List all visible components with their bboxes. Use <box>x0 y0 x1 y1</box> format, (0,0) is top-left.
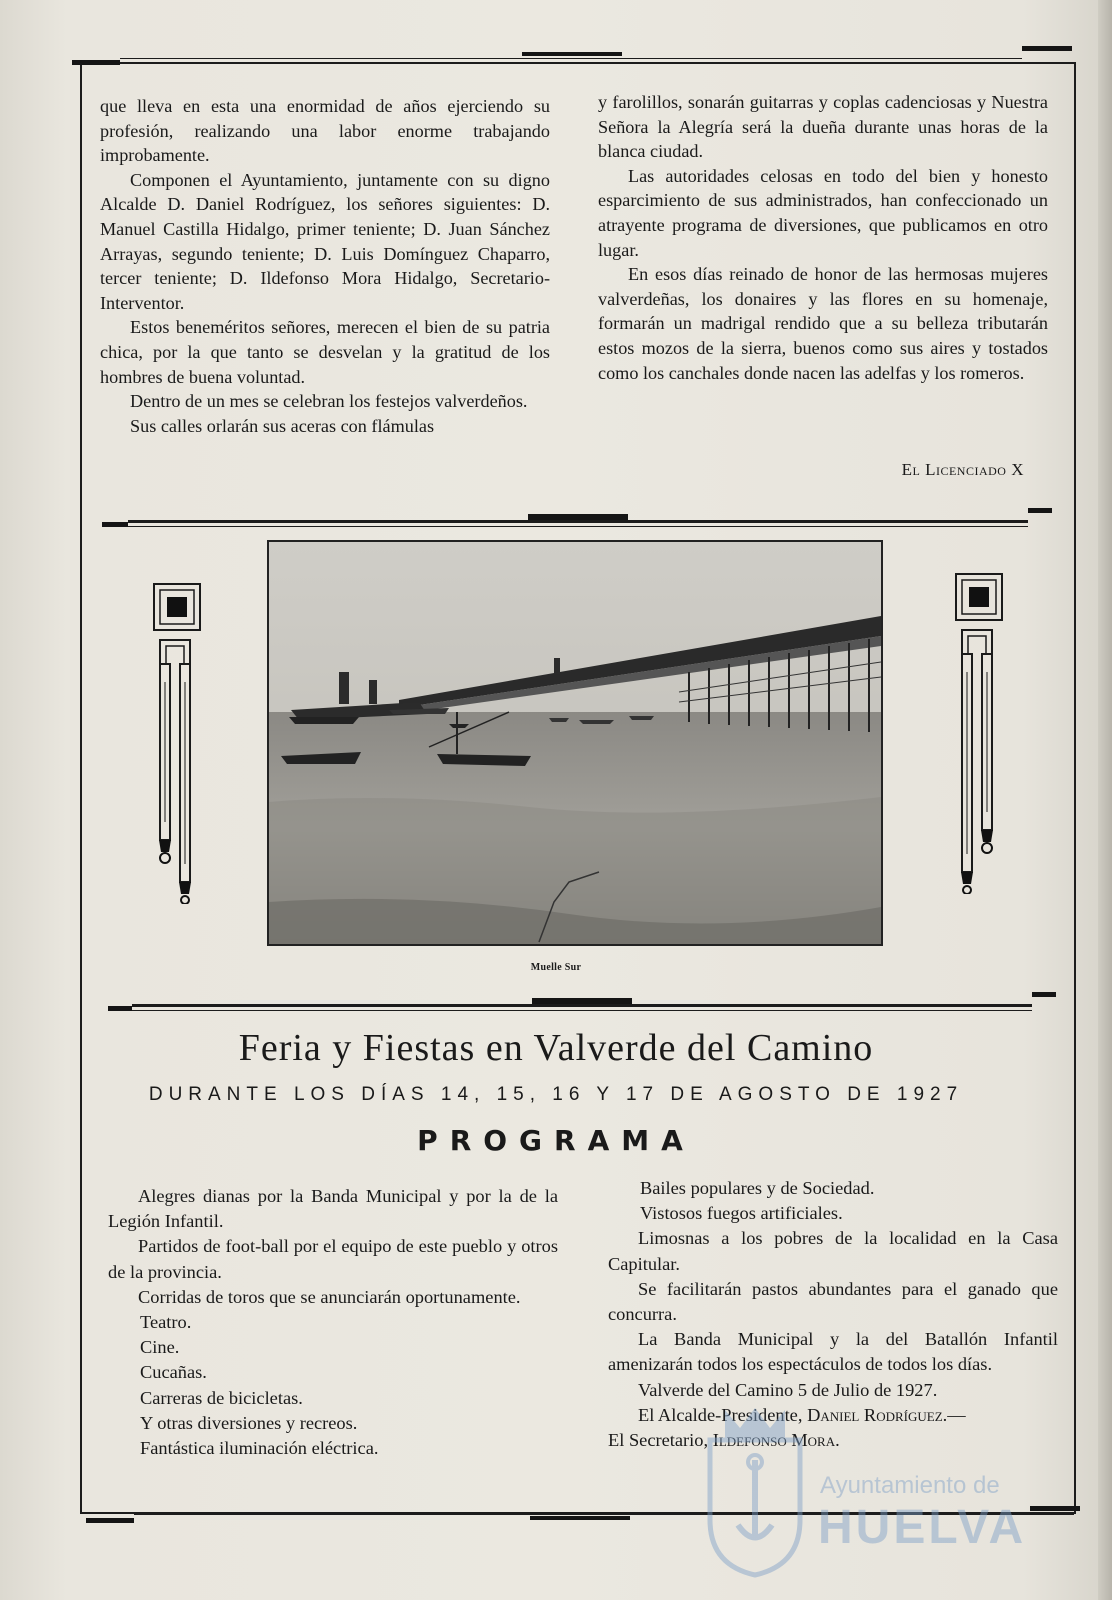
signoff-secretary-prefix: El Secretario, <box>608 1430 709 1451</box>
city-crest-icon <box>700 1400 810 1580</box>
program-item: Cine. <box>140 1337 180 1358</box>
low-bar-left <box>108 1006 132 1011</box>
watermark-line2: HUELVA <box>818 1501 1027 1554</box>
paragraph: Estos beneméritos señores, merecen el bien de su patria chica, por la que tanto se desvelan y la gratitud de los hombres de buena voluntad. <box>100 317 550 387</box>
top-bar-center <box>522 52 622 56</box>
art-nouveau-ornament-left <box>150 582 206 904</box>
paragraph: Sus calles orlarán sus aceras con flámulas <box>130 415 435 436</box>
top-bar-left <box>72 60 120 65</box>
page-spine <box>1098 0 1112 1600</box>
mid-bar-left <box>102 522 128 527</box>
bottom-bar-center <box>530 1516 630 1520</box>
program-paragraph: Se facilitarán pastos abundantes para el ganado que concurra. <box>608 1278 1058 1325</box>
low-bar-right <box>1032 992 1056 997</box>
mid-rule-upper <box>128 520 1028 523</box>
program-item: Y otras diversiones y recreos. <box>140 1412 358 1433</box>
pier-photograph <box>267 540 883 946</box>
festival-title: Feria y Fiestas en Valverde del Camino <box>238 1027 874 1069</box>
watermark-line1: Ayuntamiento de <box>820 1472 1000 1499</box>
art-nouveau-ornament-right <box>952 572 1008 894</box>
program-paragraph: Corridas de toros que se anunciarán oportunamente. <box>138 1286 521 1307</box>
paragraph: que lleva en esta una enormidad de años ejerciendo su profesión, realizando una labor enorme trabajando improbamente. <box>100 96 550 166</box>
mid-bar-right <box>1028 508 1052 513</box>
program-item: Bailes populares y de Sociedad. <box>640 1178 875 1198</box>
bottom-bar-left <box>86 1518 134 1523</box>
signoff-mayor-prefix: El Alcalde-Presidente, <box>638 1404 803 1425</box>
mid-rule-upper-thin <box>128 526 1028 527</box>
top-left-column <box>100 94 550 438</box>
program-item: Vistosos fuegos artificiales. <box>640 1203 843 1224</box>
paragraph: y farolillos, sonarán guitarras y coplas cadenciosas y Nuestra Señora la Alegría será la dueña durante unas horas de la blanca ciudad. <box>598 92 1048 162</box>
low-rule-thin <box>132 1010 1032 1011</box>
program-paragraph: La Banda Municipal y la del Batallón Infantil amenizarán todos los espectáculos de todos los días. <box>608 1329 1058 1375</box>
low-rule <box>132 1004 1032 1007</box>
low-bar-center <box>532 998 632 1004</box>
photo-caption: Muelle Sur <box>530 962 582 973</box>
article-signature: El Licenciado X <box>901 460 1024 479</box>
paragraph: Dentro de un mes se celebran los festejos valverdeños. <box>130 391 528 412</box>
top-rule <box>120 58 1022 59</box>
top-right-column <box>598 90 1048 385</box>
program-item: Cucañas. <box>140 1362 207 1383</box>
paragraph: En esos días reinado de honor de las hermosas mujeres valverdeñas, los donaires y las flores en su homenaje, formarán un madrigal rendido que a su belleza tributarán estos mozos de la sierra, buenos como sus aires y tostados como los canchales donde nacen las adelfas y los romeros. <box>598 264 1048 383</box>
secretary-name: Ildefonso Mora. <box>712 1430 840 1451</box>
mid-bar-center <box>528 514 628 520</box>
paragraph: Las autoridades celosas en todo del bien y honesto esparcimiento de sus administrados, han confeccionado un atrayente programa de diversiones, que publicamos en otro lugar. <box>598 165 1048 260</box>
program-heading: PROGRAMA <box>417 1124 695 1157</box>
pier-photo-image <box>269 542 881 944</box>
program-item: Fantástica iluminación eléctrica. <box>140 1438 379 1459</box>
program-left-column <box>108 1184 558 1461</box>
program-paragraph: Partidos de foot-ball por el equipo de este pueblo y otros de la provincia. <box>108 1236 558 1282</box>
festival-dates: DURANTE LOS DÍAS 14, 15, 16 Y 17 DE AGOSTO DE 1927 <box>148 1084 964 1105</box>
program-paragraph: Limosnas a los pobres de la localidad en la Casa Capitular. <box>608 1228 1058 1274</box>
paragraph: Componen el Ayuntamiento, juntamente con su digno Alcalde D. Daniel Rodríguez, los señores siguientes: D. Manuel Castilla Hidalgo, primer teniente; D. Juan Sánchez Arrayas, segundo teniente; D. Luis Domínguez Chaparro, tercer teniente; D. Ildefonso Mora Hidalgo, Secretario-Interventor. <box>100 169 550 313</box>
program-item: Carreras de bicicletas. <box>140 1387 303 1408</box>
top-bar-right <box>1022 46 1072 51</box>
program-paragraph: Alegres dianas por la Banda Municipal y por la de la Legión Infantil. <box>108 1186 558 1232</box>
mayor-name: Daniel Rodríguez.— <box>807 1404 966 1425</box>
program-item: Teatro. <box>140 1312 192 1333</box>
huelva-watermark <box>700 1400 1040 1600</box>
program-paragraph: Valverde del Camino 5 de Julio de 1927. <box>638 1379 938 1400</box>
